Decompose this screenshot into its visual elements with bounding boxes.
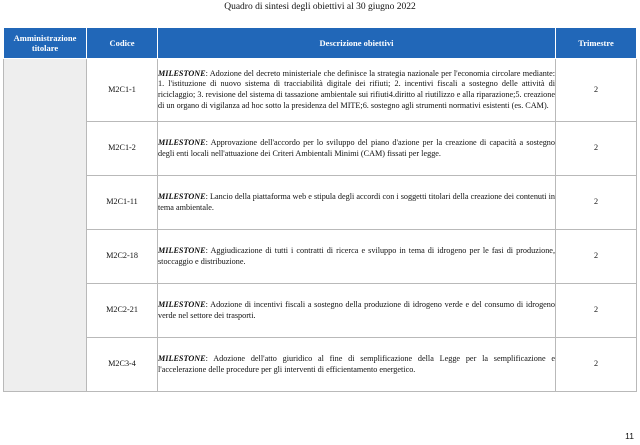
code-cell: M2C1-1 [87,59,158,122]
code-cell: M2C2-21 [87,284,158,338]
milestone-tag: MILESTONE [158,245,206,255]
code-cell: M2C1-2 [87,122,158,176]
description-cell [158,230,556,284]
table-row [4,59,637,122]
description-text: : Adozione del decreto ministeriale che definisce la strategia nazionale per l'economia circolare mediante: 1. l'istituzione di nuovo sistema di tracciabilità digitale dei rifiuti; 2. incentivi fiscali a sostegno delle attività di riciclaggio; 3. revisione del sistema di tassazione ambientale sui rifiuti4.diritto al riutilizzo e alla riparazione;5. creazione di un organo di vigilanza ad hoc sotto la presidenza del MITE;6. sostegno agli strumenti normativi esistenti (es. CAM). [158,68,555,110]
quarter-cell: 2 [556,284,637,338]
code-cell: M2C3-4 [87,338,158,392]
milestone-tag: MILESTONE [158,68,206,78]
milestone-tag: MILESTONE [158,299,206,309]
header-quarter: Trimestre [556,28,637,59]
table-row [4,176,637,230]
description-cell [158,122,556,176]
page-title: Quadro di sintesi degli obiettivi al 30 giugno 2022 [224,2,416,12]
quarter-cell: 2 [556,176,637,230]
table-row [4,284,637,338]
header-description: Descrizione obiettivi [158,28,556,59]
description-cell [158,176,556,230]
table-row [4,122,637,176]
description-cell [158,59,556,122]
description-text: : Aggiudicazione di tutti i contratti di ricerca e sviluppo in tema di idrogeno per le fasi di produzione, stoccaggio e distribuzione. [158,245,555,266]
description-text: : Adozione di incentivi fiscali a sostegno della produzione di idrogeno verde e del consumo di idrogeno verde nel settore dei trasporti. [158,299,555,320]
description-cell [158,338,556,392]
description-text: : Lancio della piattaforma web e stipula degli accordi con i soggetti titolari della creazione dei contenuti in tema ambientale. [158,191,555,212]
milestone-tag: MILESTONE [158,191,206,201]
description-text: : Adozione dell'atto giuridico al fine di semplificazione della Legge per la semplificazione e l'accelerazione delle procedure per gli interventi di efficientamento energetico. [158,353,555,374]
quarter-cell: 2 [556,338,637,392]
owner-cell [4,59,87,392]
objectives-table [3,27,637,392]
code-cell: M2C1-11 [87,176,158,230]
milestone-tag: MILESTONE [158,137,206,147]
description-text: : Approvazione dell'accordo per lo sviluppo del piano d'azione per la creazione di capacità a sostegno degli enti locali nell'attuazione dei Criteri Ambientali Minimi (CAM) fissati per legge. [158,137,555,158]
table-header-row [4,28,637,59]
milestone-tag: MILESTONE [158,353,206,363]
header-code: Codice [87,28,158,59]
table-row [4,338,637,392]
description-cell [158,284,556,338]
quarter-cell: 2 [556,122,637,176]
quarter-cell: 2 [556,59,637,122]
page-number: 11 [625,431,634,441]
code-cell: M2C2-18 [87,230,158,284]
table-row [4,230,637,284]
quarter-cell: 2 [556,230,637,284]
header-owner: Amministrazione titolare [4,28,87,59]
